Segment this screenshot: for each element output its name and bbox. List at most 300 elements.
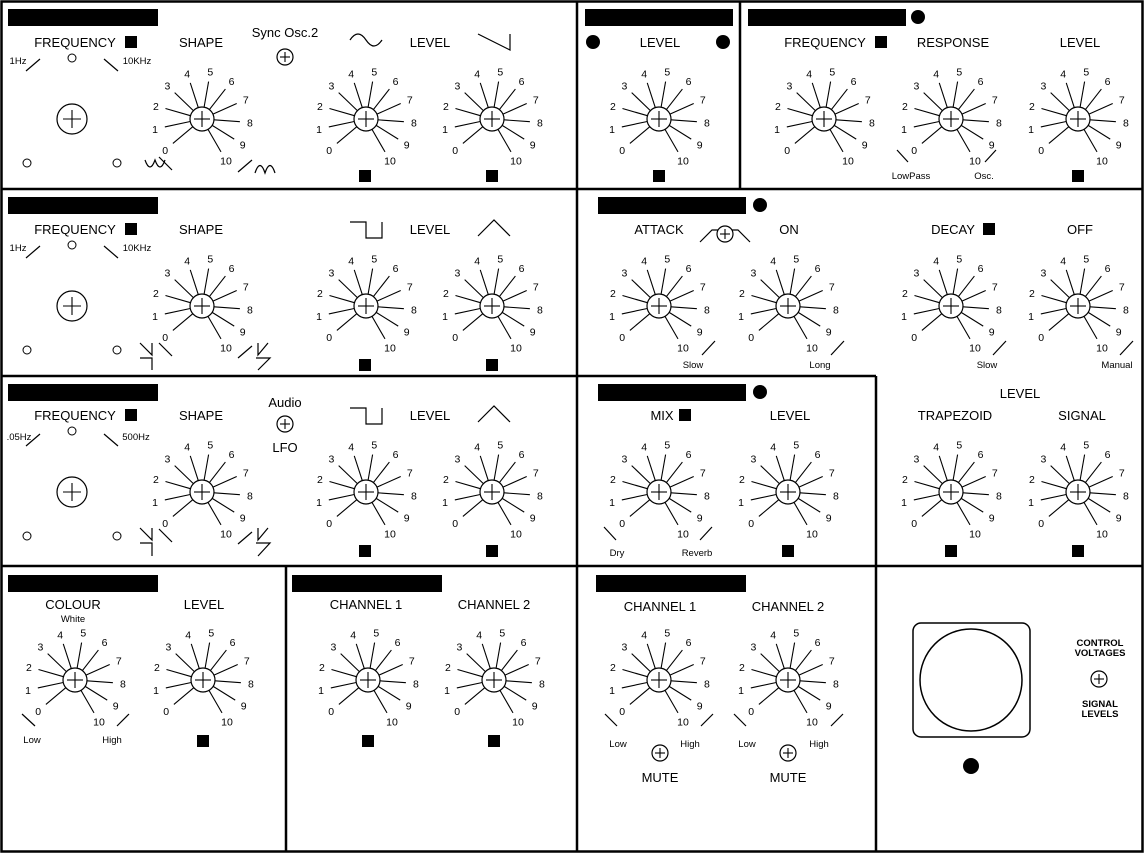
dial-number: 9 — [988, 512, 995, 525]
display-marker: A — [967, 762, 975, 773]
filter-level-dial[interactable] — [1028, 67, 1129, 168]
dial-tick — [455, 308, 480, 313]
dial-tick — [799, 665, 823, 676]
dial-number: 4 — [933, 255, 940, 268]
dial-tick — [1049, 314, 1069, 331]
dial-number: 8 — [410, 490, 417, 503]
dial-tick — [502, 312, 524, 326]
trap-trapezoid-dial[interactable] — [901, 440, 1002, 541]
envelope-off-label: OFF — [1067, 222, 1093, 237]
waveform-low-icon — [140, 528, 152, 556]
knob-number-text: 4 — [489, 361, 495, 372]
dial-tick — [669, 312, 691, 326]
dial-tick — [378, 307, 404, 309]
dial-tick — [354, 83, 362, 108]
dial-tick — [496, 643, 501, 669]
dial-number: 8 — [1122, 117, 1129, 130]
dial-tick — [670, 104, 694, 115]
dial-number: 7 — [1118, 467, 1125, 480]
triangle-wave-icon — [478, 406, 510, 422]
dial-tick — [1089, 291, 1113, 302]
dial-number: 5 — [793, 439, 800, 452]
dial-tick — [1041, 494, 1066, 499]
knob-number-text: 12 — [1072, 547, 1084, 558]
dial-number: 5 — [497, 66, 504, 79]
osc1-level-dial-saw[interactable] — [442, 67, 543, 168]
dial-number: 8 — [246, 304, 253, 317]
filter-response-dial[interactable] — [901, 67, 1002, 168]
ring-marker-f: F — [719, 38, 727, 49]
dial-number: 1 — [316, 496, 322, 509]
dial-number: 6 — [850, 76, 857, 89]
dial-tick — [751, 482, 776, 489]
indicator-led — [113, 159, 121, 167]
arrow-icon — [159, 157, 172, 170]
dial-tick — [790, 269, 795, 295]
dial-tick — [963, 307, 989, 309]
dial-tick — [751, 682, 776, 687]
output-ch2-dial[interactable] — [738, 628, 839, 729]
dial-number: 4 — [770, 441, 777, 454]
dial-number: 0 — [784, 144, 791, 157]
dial-number: 9 — [529, 326, 536, 339]
dial-number: 5 — [497, 439, 504, 452]
dial-tick — [914, 494, 939, 499]
dial-tick — [670, 477, 694, 488]
indicator-led — [68, 54, 76, 62]
dial-number: 5 — [793, 253, 800, 266]
square-wave-icon — [350, 222, 382, 238]
knob-number-text: 7 — [200, 737, 206, 748]
noise-colour-dial[interactable] — [25, 628, 126, 729]
output-ch1-mute-button[interactable] — [652, 745, 668, 761]
filter-frequency-dial[interactable] — [774, 67, 875, 168]
dial-number: 3 — [621, 641, 628, 654]
input-title: INPUT LEVEL — [324, 576, 410, 591]
osc1-title: OSCILLATOR 1 — [35, 10, 131, 25]
dial-number: 0 — [911, 331, 918, 344]
osc2-low-label: 1Hz — [9, 243, 27, 254]
envelope-on-label: ON — [779, 222, 799, 237]
dial-tick — [331, 682, 356, 687]
dial-number: 1 — [609, 496, 615, 509]
dial-number: 1 — [442, 496, 448, 509]
dial-tick — [372, 502, 385, 525]
dial-number: 5 — [1083, 66, 1090, 79]
dial-number: 8 — [832, 304, 839, 317]
dial-tick — [499, 89, 515, 109]
dial-number: 7 — [406, 281, 413, 294]
dial-tick — [329, 296, 354, 303]
dial-number: 4 — [641, 629, 648, 642]
knob-number-text: 5 — [362, 547, 368, 558]
dial-number: 1 — [442, 123, 448, 136]
dial-tick — [465, 466, 484, 484]
dial-number: 5 — [664, 253, 671, 266]
dial-tick — [962, 477, 986, 488]
dial-tick — [957, 316, 970, 339]
dial-tick — [373, 89, 389, 109]
dial-tick — [666, 89, 682, 109]
osc3-shape-dial[interactable] — [152, 440, 253, 541]
osc1-high-label: 10KHz — [122, 56, 152, 67]
dial-number: 2 — [316, 100, 323, 113]
dial-number: 3 — [164, 267, 171, 280]
envelope-marker: D — [756, 201, 764, 212]
dial-tick — [958, 462, 974, 482]
dial-tick — [482, 644, 490, 669]
dial-tick — [1088, 125, 1110, 139]
dial-number: 9 — [405, 700, 412, 713]
dial-number: 6 — [392, 76, 399, 89]
dial-number: 1 — [609, 310, 615, 323]
dial-number: 10 — [677, 155, 689, 168]
dial-number: 1 — [152, 123, 158, 136]
dial-tick — [368, 269, 373, 295]
dial-tick — [175, 466, 194, 484]
dial-tick — [209, 89, 225, 109]
arrow-icon — [238, 346, 252, 358]
dial-number: 9 — [239, 512, 246, 525]
reverb-level-dial[interactable] — [738, 440, 839, 541]
dial-number: 10 — [677, 342, 689, 355]
dial-number: 1 — [738, 684, 744, 697]
dial-number: 7 — [991, 94, 998, 107]
dial-number: 4 — [184, 255, 191, 268]
osc1-level-dial-sine[interactable] — [316, 67, 417, 168]
dial-tick — [504, 686, 526, 700]
input-knob-number-9 — [488, 735, 500, 748]
dial-tick — [799, 477, 823, 488]
dial-number: 0 — [328, 705, 335, 718]
dial-tick — [503, 104, 527, 115]
filter-title: FILTER / OSCILLATOR — [757, 10, 897, 25]
dial-number: 2 — [152, 287, 159, 300]
dial-number: 7 — [699, 281, 706, 294]
dial-tick — [957, 129, 970, 152]
dial-tick — [463, 314, 483, 331]
dial-number: 1 — [152, 496, 158, 509]
dial-number: 2 — [442, 287, 449, 300]
output-ch1-dial[interactable] — [609, 628, 710, 729]
dial-tick — [499, 276, 515, 296]
section-reverberation — [598, 384, 839, 559]
osc2-frequency-knob[interactable] — [23, 241, 121, 354]
display-mode-switch[interactable] — [1091, 671, 1107, 687]
dial-tick — [622, 494, 647, 499]
dial-number: 0 — [748, 705, 755, 718]
dial-tick — [958, 89, 974, 109]
dial-tick — [82, 650, 98, 670]
dial-tick — [499, 462, 515, 482]
envelope-off-dial[interactable] — [1028, 254, 1129, 355]
osc3-shape-label: SHAPE — [178, 408, 224, 423]
ring-level-dial[interactable] — [609, 67, 710, 168]
dial-tick — [190, 270, 198, 295]
display-voltages-label: VOLTAGES — [1074, 648, 1126, 659]
dial-number: 4 — [770, 629, 777, 642]
dial-tick — [630, 500, 650, 517]
dial-number: 2 — [153, 661, 160, 674]
dial-tick — [671, 493, 697, 495]
dial-tick — [480, 270, 488, 295]
dial-tick — [751, 494, 776, 499]
dial-tick — [501, 650, 517, 670]
dial-number: 10 — [969, 155, 981, 168]
osc3-audio-lfo-switch[interactable] — [277, 416, 293, 432]
dial-number: 4 — [933, 68, 940, 81]
arrow-icon — [238, 532, 252, 544]
osc3-level-dial-triangle[interactable] — [442, 440, 543, 541]
dial-number: 0 — [452, 144, 459, 157]
output-ch1-high-label: High — [680, 739, 700, 750]
dial-number: 7 — [1118, 94, 1125, 107]
dial-number: 6 — [814, 449, 821, 462]
dial-number: 10 — [510, 528, 522, 541]
noise-title: NOISE GENERATOR — [20, 576, 146, 591]
arrow-icon — [831, 714, 843, 726]
dial-tick — [666, 276, 682, 296]
dial-number: 9 — [1115, 512, 1122, 525]
dial-tick — [836, 120, 862, 122]
dial-number: 4 — [184, 68, 191, 81]
dial-tick — [373, 276, 389, 296]
dial-tick — [795, 127, 815, 144]
dial-number: 9 — [825, 512, 832, 525]
envelope-attack-dial[interactable] — [609, 254, 710, 355]
dial-number: 7 — [534, 655, 541, 668]
dial-number: 7 — [406, 467, 413, 480]
dial-number: 9 — [239, 326, 246, 339]
output-ch2-low-label: Low — [738, 739, 756, 750]
ring-marker-e: E — [589, 38, 597, 49]
dial-number: 4 — [1060, 255, 1067, 268]
dial-tick — [647, 644, 655, 669]
dial-tick — [502, 125, 524, 139]
dial-number: 9 — [403, 139, 410, 152]
dial-number: 0 — [326, 144, 333, 157]
reverb-marker: G — [756, 388, 764, 399]
dial-number: 2 — [1028, 287, 1035, 300]
osc1-knob-number-1 — [359, 170, 371, 183]
dial-tick — [835, 104, 859, 115]
dial-tick — [953, 455, 958, 481]
osc2-level-dial-square[interactable] — [316, 254, 417, 355]
trap-signal-dial[interactable] — [1028, 440, 1129, 541]
reverb-knob-number — [782, 545, 794, 558]
output-ch2-mute-button[interactable] — [780, 745, 796, 761]
envelope-on-dial[interactable] — [738, 254, 839, 355]
osc2-level-dial-triangle[interactable] — [442, 254, 543, 355]
dial-number: 3 — [328, 453, 335, 466]
dial-number: 4 — [57, 629, 64, 642]
dial-number: 7 — [242, 281, 249, 294]
osc1-frequency-knob[interactable] — [23, 54, 121, 167]
osc3-level-dial-square[interactable] — [316, 440, 417, 541]
dial-tick — [329, 494, 354, 499]
dial-number: 10 — [677, 528, 689, 541]
dial-tick — [794, 316, 807, 339]
dial-number: 0 — [162, 331, 169, 344]
dial-number: 5 — [499, 627, 506, 640]
dial-tick — [339, 93, 358, 111]
dial-number: 9 — [240, 700, 247, 713]
dial-number: 2 — [609, 473, 616, 486]
noise-high-label: High — [102, 735, 122, 746]
dial-number: 4 — [1060, 441, 1067, 454]
dial-number: 5 — [207, 253, 214, 266]
dial-number: 8 — [538, 678, 545, 691]
dial-number: 8 — [868, 117, 875, 130]
dial-number: 10 — [384, 155, 396, 168]
dial-tick — [622, 121, 647, 126]
waveform-low-icon — [140, 343, 152, 370]
osc3-high-label: 500Hz — [122, 432, 150, 443]
dial-number: 9 — [696, 512, 703, 525]
dial-number: 4 — [474, 441, 481, 454]
dial-tick — [378, 120, 404, 122]
dial-tick — [165, 109, 190, 116]
dial-number: 6 — [1104, 449, 1111, 462]
dial-tick — [368, 82, 373, 108]
dial-tick — [463, 127, 483, 144]
dial-number: 4 — [933, 441, 940, 454]
dial-tick — [1089, 104, 1113, 115]
knob-number-text: 6 — [489, 547, 495, 558]
dial-number: 8 — [247, 678, 254, 691]
dial-number: 6 — [685, 76, 692, 89]
dial-number: 0 — [619, 331, 626, 344]
indicator-led — [68, 427, 76, 435]
dial-tick — [622, 670, 647, 677]
dial-number: 7 — [406, 94, 413, 107]
dial-number: 9 — [825, 326, 832, 339]
dial-tick — [1085, 462, 1101, 482]
dial-tick — [622, 308, 647, 313]
input-ch1-dial[interactable] — [318, 628, 419, 729]
dial-tick — [1089, 477, 1113, 488]
reverb-mix-dial[interactable] — [609, 440, 710, 541]
dial-tick — [1041, 482, 1066, 489]
dial-number: 8 — [412, 678, 419, 691]
osc1-shape-label: SHAPE — [178, 35, 224, 50]
dial-number: 5 — [793, 627, 800, 640]
dial-number: 4 — [184, 441, 191, 454]
dial-tick — [498, 502, 511, 525]
dial-number: 10 — [386, 716, 398, 729]
dial-tick — [208, 316, 221, 339]
dial-tick — [204, 82, 209, 108]
envelope-jack[interactable] — [717, 226, 733, 242]
section-filter-oscillator — [748, 9, 1129, 183]
dial-number: 1 — [1028, 123, 1034, 136]
dial-number: 6 — [518, 449, 525, 462]
dial-tick — [213, 104, 237, 115]
sawtooth-wave-icon — [478, 34, 510, 50]
osc1-shape-dial[interactable] — [152, 67, 253, 168]
dial-number: 6 — [392, 449, 399, 462]
square-wave-icon — [350, 408, 382, 424]
input-ch2-dial[interactable] — [444, 628, 545, 729]
osc2-shape-dial[interactable] — [152, 254, 253, 355]
envelope-decay-dial[interactable] — [901, 254, 1002, 355]
dial-tick — [1085, 276, 1101, 296]
dial-number: 8 — [536, 117, 543, 130]
dial-number: 3 — [750, 453, 757, 466]
filter-frequency-label: FREQUENCY — [784, 35, 866, 50]
dial-number: 9 — [696, 139, 703, 152]
dial-number: 7 — [699, 467, 706, 480]
noise-level-dial[interactable] — [153, 628, 254, 729]
dial-tick — [208, 129, 221, 152]
dial-tick — [38, 670, 63, 677]
osc1-sync-jack[interactable] — [277, 49, 293, 65]
arrow-icon — [700, 527, 712, 540]
dial-tick — [1066, 270, 1074, 295]
output-ch2-mute-label: MUTE — [769, 770, 807, 785]
output-ch1-low-label: Low — [609, 739, 627, 750]
arrow-icon — [702, 341, 715, 355]
ring-title: RING MODULATOR — [599, 10, 719, 25]
dial-number: 1 — [1028, 310, 1034, 323]
dial-number: 6 — [685, 637, 692, 650]
dial-tick — [914, 121, 939, 126]
dial-number: 8 — [995, 117, 1002, 130]
arrow-icon — [159, 529, 172, 542]
dial-tick — [87, 681, 113, 683]
dial-number: 6 — [228, 263, 235, 276]
filter-osc-label: Osc. — [974, 171, 994, 182]
dial-tick — [1041, 109, 1066, 116]
dial-tick — [953, 82, 958, 108]
osc2-freq-code: J — [128, 225, 134, 236]
osc3-freq-code: K — [127, 411, 135, 422]
osc2-frequency-label: FREQUENCY — [34, 222, 116, 237]
dial-number: 2 — [316, 287, 323, 300]
dial-tick — [795, 462, 811, 482]
dial-tick — [751, 670, 776, 677]
envelope-long-label: Long — [809, 360, 831, 371]
dial-number: 8 — [995, 490, 1002, 503]
dial-number: 9 — [696, 700, 703, 713]
dial-number: 4 — [1060, 68, 1067, 81]
dial-number: 9 — [112, 700, 119, 713]
dial-tick — [671, 120, 697, 122]
dial-tick — [504, 120, 530, 122]
dial-tick — [1090, 493, 1116, 495]
input-ch2-label: CHANNEL 2 — [457, 597, 531, 612]
dial-number: 5 — [208, 627, 215, 640]
dial-number: 8 — [703, 117, 710, 130]
dial-number: 8 — [995, 304, 1002, 317]
dial-tick — [751, 296, 776, 303]
dial-tick — [1090, 307, 1116, 309]
dial-tick — [494, 455, 499, 481]
dial-tick — [48, 654, 67, 672]
dial-number: 2 — [152, 100, 159, 113]
filter-marker: N — [914, 13, 922, 24]
osc3-frequency-knob[interactable] — [23, 427, 121, 540]
dial-number: 3 — [454, 453, 461, 466]
dial-tick — [924, 93, 943, 111]
dial-number: 2 — [442, 100, 449, 113]
filter-response-label: RESPONSE — [916, 35, 990, 50]
dial-number: 3 — [913, 267, 920, 280]
dial-number: 8 — [1122, 304, 1129, 317]
dial-number: 6 — [977, 76, 984, 89]
dial-number: 4 — [641, 68, 648, 81]
dial-number: 4 — [185, 629, 192, 642]
